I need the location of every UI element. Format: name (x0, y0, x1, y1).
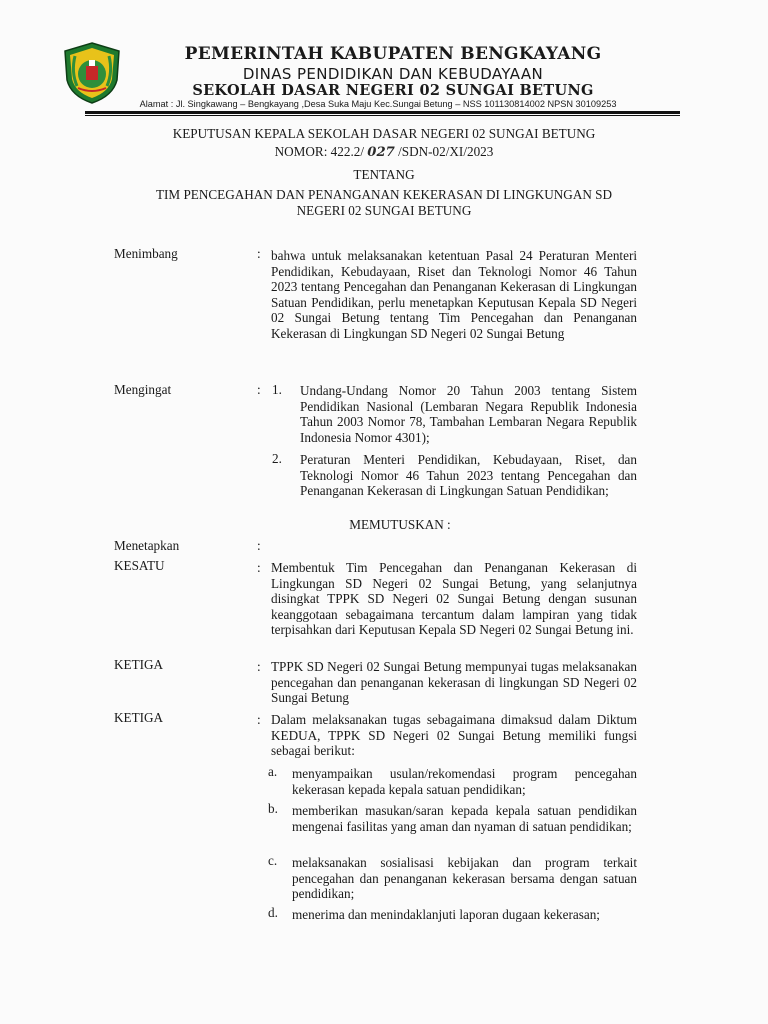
ketiga-1-colon: : (257, 659, 261, 674)
decree-subject-line1: TIM PENCEGAHAN DAN PENANGANAN KEKERASAN DI LINGKUNGAN SD (155, 187, 613, 202)
decree-number (0, 144, 768, 160)
mengingat-colon: : (257, 382, 261, 397)
letterhead (0, 0, 768, 120)
mengingat-item-1-text: Undang-Undang Nomor 20 Tahun 2003 tentang Sistem Pendidikan Nasional (Lembaran Negara Republik Indonesia Tahun 2003 Nomor 78, Tambahan Lembaran Negara Republik Indonesia Nomor 4301); (300, 383, 637, 445)
decree-number-suffix: /SDN-02/XI/2023 (394, 144, 494, 159)
ketiga-2-text: Dalam melaksanakan tugas sebagaimana dimaksud dalam Diktum KEDUA, TPPK SD Negeri 02 Sungai Betung memiliki fungsi sebagai berikut: (271, 712, 637, 759)
letterhead-agency: DINAS PENDIDIKAN DAN KEBUDAYAAN (242, 65, 544, 83)
memutuskan-heading: MEMUTUSKAN : (349, 517, 451, 532)
kesatu-colon: : (257, 560, 261, 575)
menetapkan-colon: : (257, 538, 261, 553)
ketiga-2-label: KETIGA (114, 710, 164, 725)
menetapkan-label: Menetapkan (114, 538, 180, 553)
menimbang-colon: : (257, 246, 261, 261)
letterhead-address: Alamat : Jl. Singkawang – Bengkayang ,Desa Suka Maju Kec.Sungai Betung – NSS 101130814002 NPSN 30109253 (139, 99, 617, 109)
fungsi-item-d-text: menerima dan menindaklanjuti laporan dugaan kekerasan; (292, 907, 600, 922)
decree-number-handwritten: 027 (367, 145, 395, 160)
tentang-heading: TENTANG (353, 167, 415, 182)
decree-subject-line2: NEGERI 02 SUNGAI BETUNG (296, 203, 472, 218)
fungsi-item-c-text: melaksanakan sosialisasi kebijakan dan program terkait pencegahan dan penanganan kekerasan bersama dengan satuan pendidikan; (292, 855, 637, 902)
fungsi-item-b-letter: b. (268, 801, 278, 816)
letterhead-rule-thin (85, 115, 680, 116)
fungsi-item-c-letter: c. (268, 853, 278, 868)
ketiga-2-colon: : (257, 712, 261, 727)
decree-title: KEPUTUSAN KEPALA SEKOLAH DASAR NEGERI 02 SUNGAI BETUNG (172, 126, 596, 141)
decree-number-prefix: NOMOR: 422.2/ (274, 144, 368, 159)
kesatu-text: Membentuk Tim Pencegahan dan Penanganan Kekerasan di Lingkungan SD Negeri 02 Sungai Betung, yang selanjutnya disingkat TPPK SD Negeri 02 Sungai Betung dengan susunan keanggotaan sebagaimana tercantum dalam lampiran yang tidak terpisahkan dari Keputusan Kepala SD Negeri 02 Sungai Betung ini. (271, 560, 637, 638)
mengingat-item-2-text: Peraturan Menteri Pendidikan, Kebudayaan, Riset, dan Teknologi Nomor 46 Tahun 2023 tentang Pencegahan dan Penanganan Kekerasan di Lingkungan Satuan Pendidikan; (300, 452, 637, 499)
menimbang-text: bahwa untuk melaksanakan ketentuan Pasal 24 Peraturan Menteri Pendidikan, Kebudayaan, Riset dan Teknologi Nomor 46 Tahun 2023 tentang Pencegahan dan Penanganan Kekerasan di Lingkungan Satuan Pendidikan, perlu menetapkan Keputusan Kepala SD Negeri 02 Sungai Betung tentang Tim Pencegahan dan Penanganan Kekerasan di Lingkungan SD Negeri 02 Sungai Betung (271, 248, 637, 341)
fungsi-item-a-text: menyampaikan usulan/rekomendasi program pencegahan kekerasan kepada kepala satuan pendidikan; (292, 766, 637, 797)
kesatu-label: KESATU (114, 558, 165, 573)
mengingat-item-2-number: 2. (272, 451, 282, 466)
ketiga-1-text: TPPK SD Negeri 02 Sungai Betung mempunyai tugas melaksanakan pencegahan dan penanganan kekerasan di lingkungan SD Negeri 02 Sungai Betung (271, 659, 637, 706)
letterhead-rule-thick (85, 111, 680, 114)
fungsi-item-d-letter: d. (268, 905, 278, 920)
regency-shield-logo-icon (63, 42, 121, 104)
letterhead-government: PEMERINTAH KABUPATEN BENGKAYANG (184, 44, 602, 64)
letterhead-school: SEKOLAH DASAR NEGERI 02 SUNGAI BETUNG (192, 82, 594, 99)
ketiga-1-label: KETIGA (114, 657, 164, 672)
fungsi-item-a-letter: a. (268, 764, 278, 779)
mengingat-item-1-number: 1. (272, 382, 282, 397)
mengingat-label: Mengingat (114, 382, 172, 397)
menimbang-label: Menimbang (114, 246, 178, 261)
fungsi-item-b-text: memberikan masukan/saran kepada kepala satuan pendidikan mengenai fasilitas yang aman dan nyaman di satuan pendidikan; (292, 803, 637, 834)
